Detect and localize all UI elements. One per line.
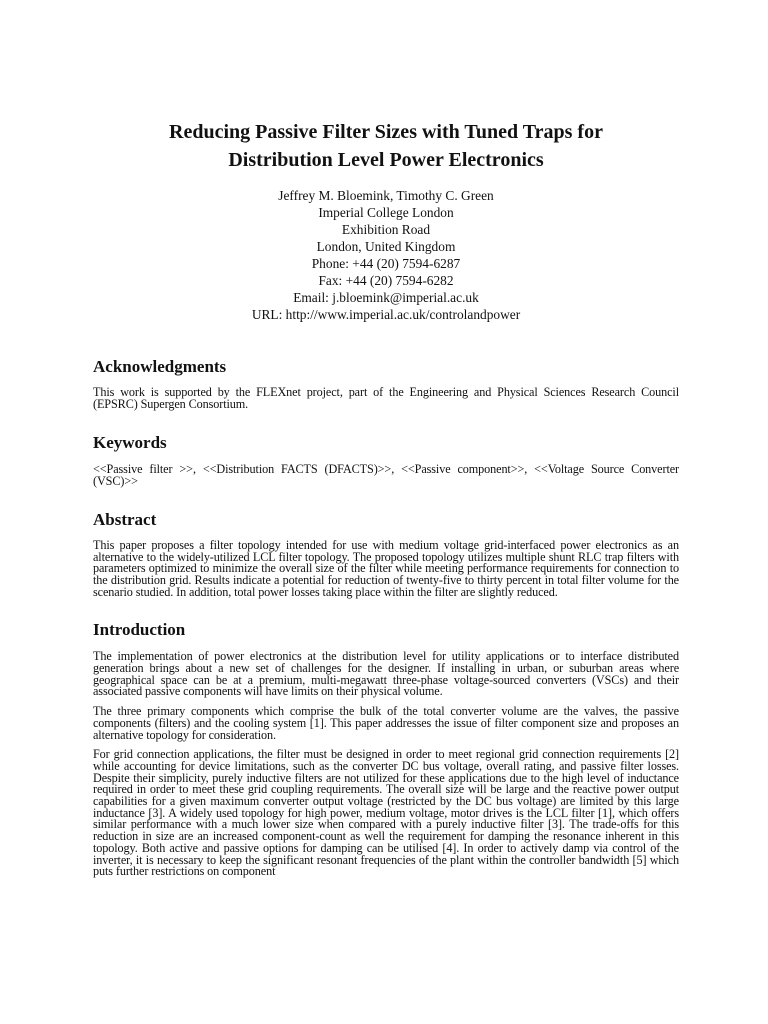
author-email: Email: j.bloemink@imperial.ac.uk <box>293 290 479 305</box>
acknowledgments-heading: Acknowledgments <box>93 357 227 376</box>
author-phone: Phone: +44 (20) 7594-6287 <box>311 256 461 271</box>
author-fax: Fax: +44 (20) 7594-6282 <box>318 273 454 288</box>
introduction-heading: Introduction <box>93 620 186 640</box>
keywords-text: <<Passive filter >>, <<Distribution FACTS (DFACTS)>>, <<Passive component>>, <<Voltage Source Converter (VSC)>> <box>93 462 679 489</box>
author-street: Exhibition Road <box>341 222 431 237</box>
title-line-1: Reducing Passive Filter Sizes with Tuned Traps for <box>169 121 603 143</box>
acknowledgments-section <box>93 357 679 410</box>
acknowledgments-text: This work is supported by the FLEXnet project, part of the Engineering and Physical Sciences Research Council (EPSRC) Supergen Consortium. <box>93 385 679 411</box>
abstract-section <box>93 510 679 599</box>
author-block <box>93 187 679 323</box>
keywords-heading: Keywords <box>93 433 167 453</box>
introduction-paragraph-2: The three primary components which comprise the bulk of the total converter volume are the valves, the passive components (filters) and the cooling system [1]. This paper addresses the issue of filter component size and proposes an alternative topology for consideration. <box>93 704 679 742</box>
introduction-section <box>93 620 679 878</box>
introduction-paragraph-1: The implementation of power electronics at the distribution level for utility applications or to interface distributed generation brings about a new set of challenges for the designer. If installing in urban, or suburban areas where geographical space can be at a premium, multi-megawatt three-phase voltage-sourced converters (VSCs) and their associated passive components will have limits on their physical volume. <box>93 649 679 699</box>
keywords-section <box>93 433 679 487</box>
author-city: London, United Kingdom <box>316 239 456 254</box>
introduction-paragraph-3: For grid connection applications, the filter must be designed in order to meet regional grid connection requirements [2] while accounting for device limitations, such as the converter DC bus voltage, overall rating, and passive filter losses. Despite their simplicity, purely inductive filters are not utilized for these applications due to the high level of inductance required in order to meet these grid coupling requirements. The overall size will be large and the reactive power output capabilities for a given maximum converter output voltage (restricted by the DC bus voltage) are limited by this large inductance [3]. A widely used topology for high power, medium voltage, motor drives is the LCL filter [1], which offers similar performance with a much lower size when compared with a purely inductive filter [3]. The trade-offs for this reduction in size are an increased component-count as well the requirement for damping the resonance inherent in this topology. Both active and passive options for damping can be utilised [4]. In order to actively damp via control of the inverter, it is necessary to keep the significant resonant frequencies of the plant within the controller bandwidth [5] which puts further restrictions on component <box>93 747 679 879</box>
author-names: Jeffrey M. Bloemink, Timothy C. Green <box>278 188 494 203</box>
paper-page <box>93 118 679 878</box>
author-institution: Imperial College London <box>318 205 454 220</box>
abstract-text: This paper proposes a filter topology intended for use with medium voltage grid-interfaced power electronics as an alternative to the widely-utilized LCL filter topology. The proposed topology utilizes multiple shunt RLC trap filters with parameters optimized to minimize the overall size of the filter while meeting performance requirements for connection to the distribution grid. Results indicate a potential for reduction of twenty-five to thirty percent in total filter volume for the scenario studied. In addition, total power losses taking place within the filter are slightly reduced. <box>93 537 679 599</box>
title-line-2: Distribution Level Power Electronics <box>228 149 544 171</box>
paper-title <box>93 118 679 174</box>
author-url: URL: http://www.imperial.ac.uk/controlandpower <box>251 307 521 322</box>
abstract-heading: Abstract <box>93 509 157 529</box>
